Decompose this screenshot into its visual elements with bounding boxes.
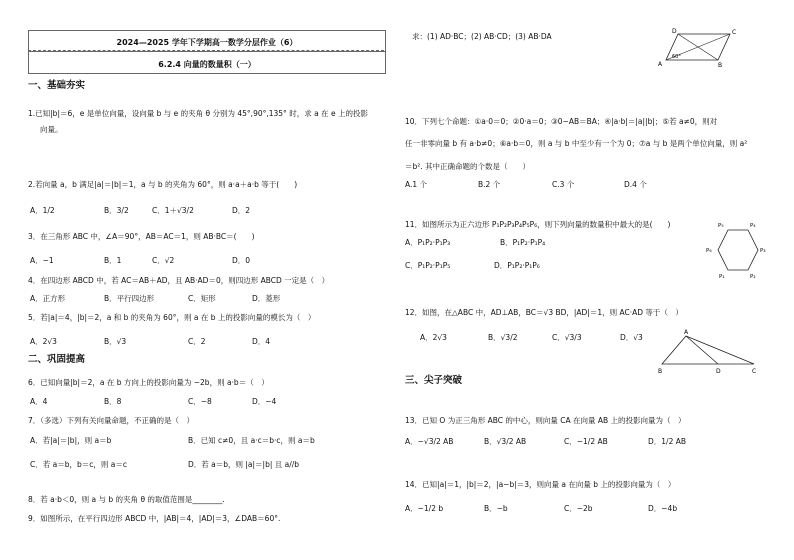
q2-option-b: B．3/2 xyxy=(104,206,129,215)
q12-option-a: A．2√3 xyxy=(420,333,447,342)
tri-label-d: D xyxy=(716,368,721,375)
q3-option-a: A．−1 xyxy=(30,256,54,265)
hex-label-p4: P₄ xyxy=(750,223,756,229)
para-angle-label: 60° xyxy=(672,54,681,60)
q13-stem: 13．已知 O 为正三角形 ABC 的中心，则向量 CA 在向量 AB 上的投影向量为（ ） xyxy=(405,416,686,425)
q6-option-b: B．8 xyxy=(104,397,122,406)
header-title: 2024—2025 学年下学期高一数学分层作业（6） xyxy=(116,38,298,47)
para-label-c: C xyxy=(732,29,737,36)
q2-option-d: D．2 xyxy=(232,206,251,215)
section-1-heading: 一、基础夯实 xyxy=(28,80,86,91)
q10-option-b: B.2 个 xyxy=(478,180,501,189)
header-divider xyxy=(28,50,384,51)
header-title-box xyxy=(28,30,386,52)
header-subtitle-box xyxy=(28,51,386,74)
q14-option-b: B．−b xyxy=(484,504,508,513)
q10-line3: ＝b². 其中正确命题的个数是（ ） xyxy=(405,162,531,171)
q6-option-d: D．−4 xyxy=(252,397,277,406)
q10-option-d: D.4 个 xyxy=(624,180,647,189)
para-label-d: D xyxy=(672,28,677,35)
q7-option-d: D．若 a＝b，则 |a|＝|b| 且 a//b xyxy=(188,460,300,469)
q3-stem: 3．在三角形 ABC 中，∠A＝90°，AB＝AC＝1，则 AB·BC＝( ) xyxy=(28,232,255,241)
q5-option-a: A．2√3 xyxy=(30,337,57,346)
q5-option-c: C．2 xyxy=(188,337,206,346)
hex-label-p6: P₆ xyxy=(706,248,712,254)
tri-label-a: A xyxy=(684,329,689,336)
q1-line2: 向量。 xyxy=(40,125,63,134)
q6-stem: 6．已知向量|b|＝2，a 在 b 方向上的投影向量为 −2b，则 a·b＝（ ） xyxy=(28,378,269,387)
q12-option-d: D．√3 xyxy=(620,333,643,342)
q11-option-c: C．P₁P₂·P₁P₅ xyxy=(405,261,451,270)
q12-stem: 12．如图，在△ABC 中，AD⊥AB，BC＝√3 BD，|AD|＝1，则 AC·AD 等于（ ） xyxy=(405,308,683,317)
q5-option-b: B．√3 xyxy=(104,337,127,346)
q10-line2: 任一非零向量 b 有 a·b≠0；⑥a·b＝0，则 a 与 b 中至少有一个为 0；⑦a 与 b 是两个单位向量，则 a² xyxy=(405,139,748,148)
section-2-heading: 二、巩固提高 xyxy=(28,354,86,365)
para-label-b: B xyxy=(718,62,723,68)
q3-option-d: D．0 xyxy=(232,256,251,265)
hex-label-p5: P₅ xyxy=(718,223,724,229)
q14-stem: 14．已知|a|＝1，|b|＝2，|a−b|＝3，则向量 a 在向量 b 上的投影向量为（ ） xyxy=(405,480,676,489)
q2-option-a: A．1/2 xyxy=(30,206,55,215)
q10-line1: 10．下列七个命题：①a·0＝0；②0·a＝0；③0−AB＝BA；④|a·b|＝|a||b|；⑤若 a≠0，则对 xyxy=(405,117,718,126)
q12-option-c: C．√3/3 xyxy=(552,333,582,342)
q10-option-c: C.3 个 xyxy=(552,180,575,189)
section-3-heading: 三、尖子突破 xyxy=(405,375,463,386)
q1-line1: 1.已知|b|＝6，e 是单位向量，设向量 b 与 e 的夹角 θ 分别为 45°,90°,135° 时，求 a 在 e 上的投影 xyxy=(28,109,368,118)
q9-continuation: 求：(1) AD·BC；(2) AB·CD；(3) AB·DA xyxy=(412,32,552,41)
q14-option-c: C．−2b xyxy=(564,504,593,513)
hex-label-p1: P₁ xyxy=(719,274,725,280)
q4-option-b: B．平行四边形 xyxy=(104,294,155,303)
q10-option-a: A.1 个 xyxy=(405,180,428,189)
q12-option-b: B．√3/2 xyxy=(488,333,518,342)
hexagon-figure xyxy=(704,218,768,280)
q14-option-d: D．−4b xyxy=(648,504,678,513)
para-label-a: A xyxy=(658,61,663,68)
q14-option-a: A．−1/2 b xyxy=(405,504,444,513)
q2-stem: 2.若向量 a，b 满足|a|＝|b|＝1，a 与 b 的夹角为 60°，则 a·a＋a·b 等于( ) xyxy=(28,180,298,189)
q11-option-b: B．P₁P₂·P₁P₄ xyxy=(500,238,546,247)
q7-option-a: A．若|a|＝|b|，则 a＝b xyxy=(30,436,112,445)
q4-option-d: D．菱形 xyxy=(252,294,281,303)
hex-label-p3: P₃ xyxy=(760,248,766,254)
header-subtitle: 6.2.4 向量的数量积（一） xyxy=(158,60,256,69)
q13-option-b: B．√3/2 AB xyxy=(484,437,527,446)
q3-option-b: B．1 xyxy=(104,256,122,265)
q11-option-d: D．P₁P₂·P₁P₆ xyxy=(494,261,540,270)
q9-stem: 9．如图所示，在平行四边形 ABCD 中，|AB|＝4，|AD|＝3，∠DAB＝60°. xyxy=(28,514,281,523)
q4-stem: 4．在四边形 ABCD 中，若 AC＝AB＋AD，且 AB·AD＝0，则四边形 ABCD 一定是（ ） xyxy=(28,276,330,285)
q7-option-c: C．若 a＝b，b＝c，则 a＝c xyxy=(30,460,127,469)
q4-option-a: A．正方形 xyxy=(30,294,66,303)
q11-option-a: A．P₁P₂·P₁P₃ xyxy=(405,238,451,247)
q3-option-c: C．√2 xyxy=(152,256,175,265)
q13-option-d: D．1/2 AB xyxy=(648,437,687,446)
q11-stem: 11．如图所示为正六边形 P₁P₂P₃P₄P₅P₆，则下列向量的数量积中最大的是( ) xyxy=(405,220,671,229)
q13-option-a: A．−√3/2 AB xyxy=(405,437,454,446)
q4-option-c: C．矩形 xyxy=(188,294,216,303)
q6-option-a: A．4 xyxy=(30,397,48,406)
q7-stem: 7．（多选）下列有关向量命题，不正确的是（ ） xyxy=(28,416,195,425)
q6-option-c: C．−8 xyxy=(188,397,212,406)
q5-stem: 5．若|a|＝4，|b|＝2，a 和 b 的夹角为 60°，则 a 在 b 上的投影向量的模长为（ ） xyxy=(28,313,316,322)
q13-option-c: C．−1/2 AB xyxy=(564,437,608,446)
tri-label-b: B xyxy=(658,368,663,375)
hex-label-p2: P₂ xyxy=(750,274,756,280)
q7-option-b: B．已知 c≠0，且 a·c＝b·c，则 a＝b xyxy=(188,436,315,445)
tri-label-c: C xyxy=(752,368,757,375)
parallelogram-figure xyxy=(652,26,742,68)
q5-option-d: D．4 xyxy=(252,337,271,346)
q2-option-c: C．1＋√3/2 xyxy=(152,206,194,215)
triangle-figure xyxy=(654,326,764,376)
q8-stem: 8．若 a·b＜0，则 a 与 b 的夹角 θ 的取值范围是________. xyxy=(28,495,225,504)
